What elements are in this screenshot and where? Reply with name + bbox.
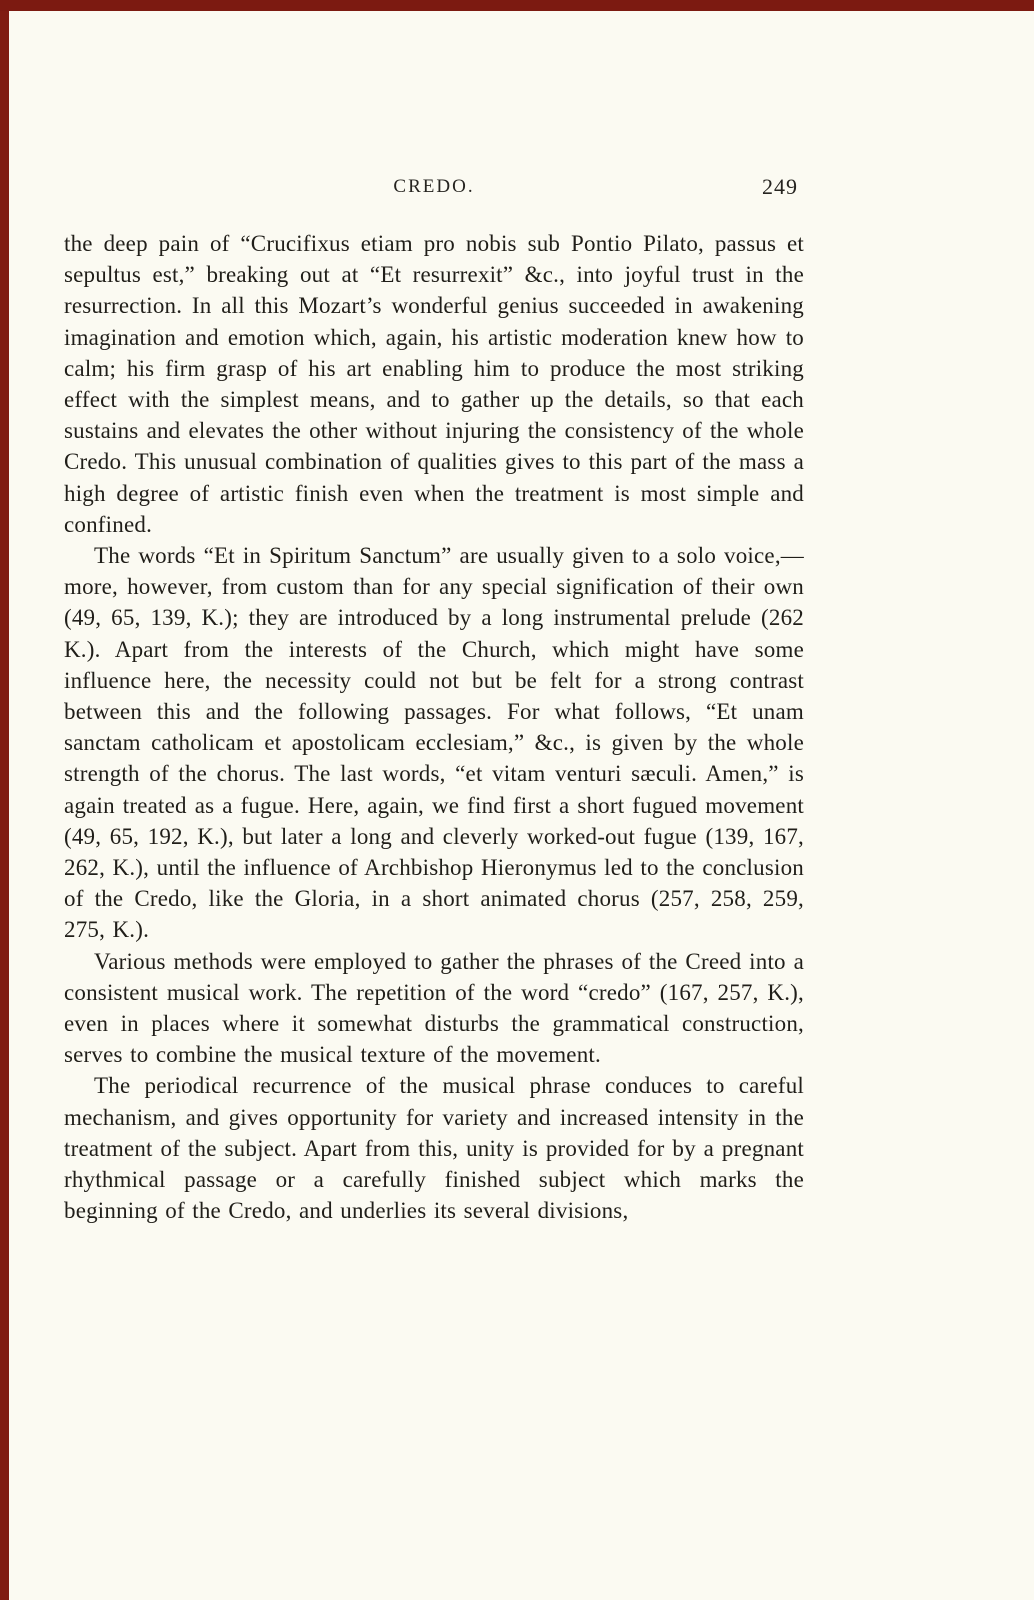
body-text (64, 228, 804, 1227)
book-edge-top (0, 0, 1034, 11)
paragraph-4: The periodical recurrence of the musical phrase conduces to careful mechanism, and gives opportunity for variety and increased intensity in the treatment of the subject. Apart from this, unity is provided for by a pregnant rhythmical passage or a carefully finished subject which marks the beginning of the Credo, and underlies its several divisions, (64, 1073, 804, 1224)
page-content (64, 176, 804, 1227)
paragraph-3: Various methods were employed to gather the phrases of the Creed into a consistent musical work. The repetition of the word “credo” (167, 257, K.), even in places where it somewhat disturbs the grammatical construction, serves to combine the musical texture of the movement. (64, 948, 804, 1068)
paragraph-2: The words “Et in Spiritum Sanctum” are usually given to a solo voice,—more, however, from custom than for any special signification of their own (49, 65, 139, K.); they are introduced by a long instrumental prelude (262 K.). Apart from the interests of the Church, which might have some influence here, the necessity could not but be felt for a strong contrast between this and the following passages. For what follows, “Et unam sanctam catholicam et apostolicam ecclesiam,” &c., is given by the whole strength of the chorus. The last words, “et vitam venturi sæculi. Amen,” is again treated as a fugue. Here, again, we find first a short fugued movement (49, 65, 192, K.), but later a long and cleverly worked-out fugue (139, 167, 262, K.), until the influence of Archbishop Hieronymus led to the conclusion of the Credo, like the Gloria, in a short animated chorus (257, 258, 259, 275, K.). (64, 543, 804, 943)
book-edge-left (0, 0, 9, 1600)
page-header (64, 176, 804, 206)
page-number: 249 (762, 174, 798, 199)
paragraph-1: the deep pain of “Crucifixus etiam pro nobis sub Pontio Pilato, passus et sepultus est,” breaking out at “Et resurrexit” &c., into joyful trust in the resurrection. In all this Mozart’s wonderful genius succeeded in awakening imagination and emotion which, again, his artistic moderation knew how to calm; his firm grasp of his art enabling him to produce the most striking effect with the simplest means, and to gather up the details, so that each sustains and elevates the other without injuring the consistency of the whole Credo. This unusual combination of qualities gives to this part of the mass a high degree of artistic finish even when the treatment is most simple and confined. (64, 231, 804, 537)
running-header: CREDO. (393, 176, 475, 197)
